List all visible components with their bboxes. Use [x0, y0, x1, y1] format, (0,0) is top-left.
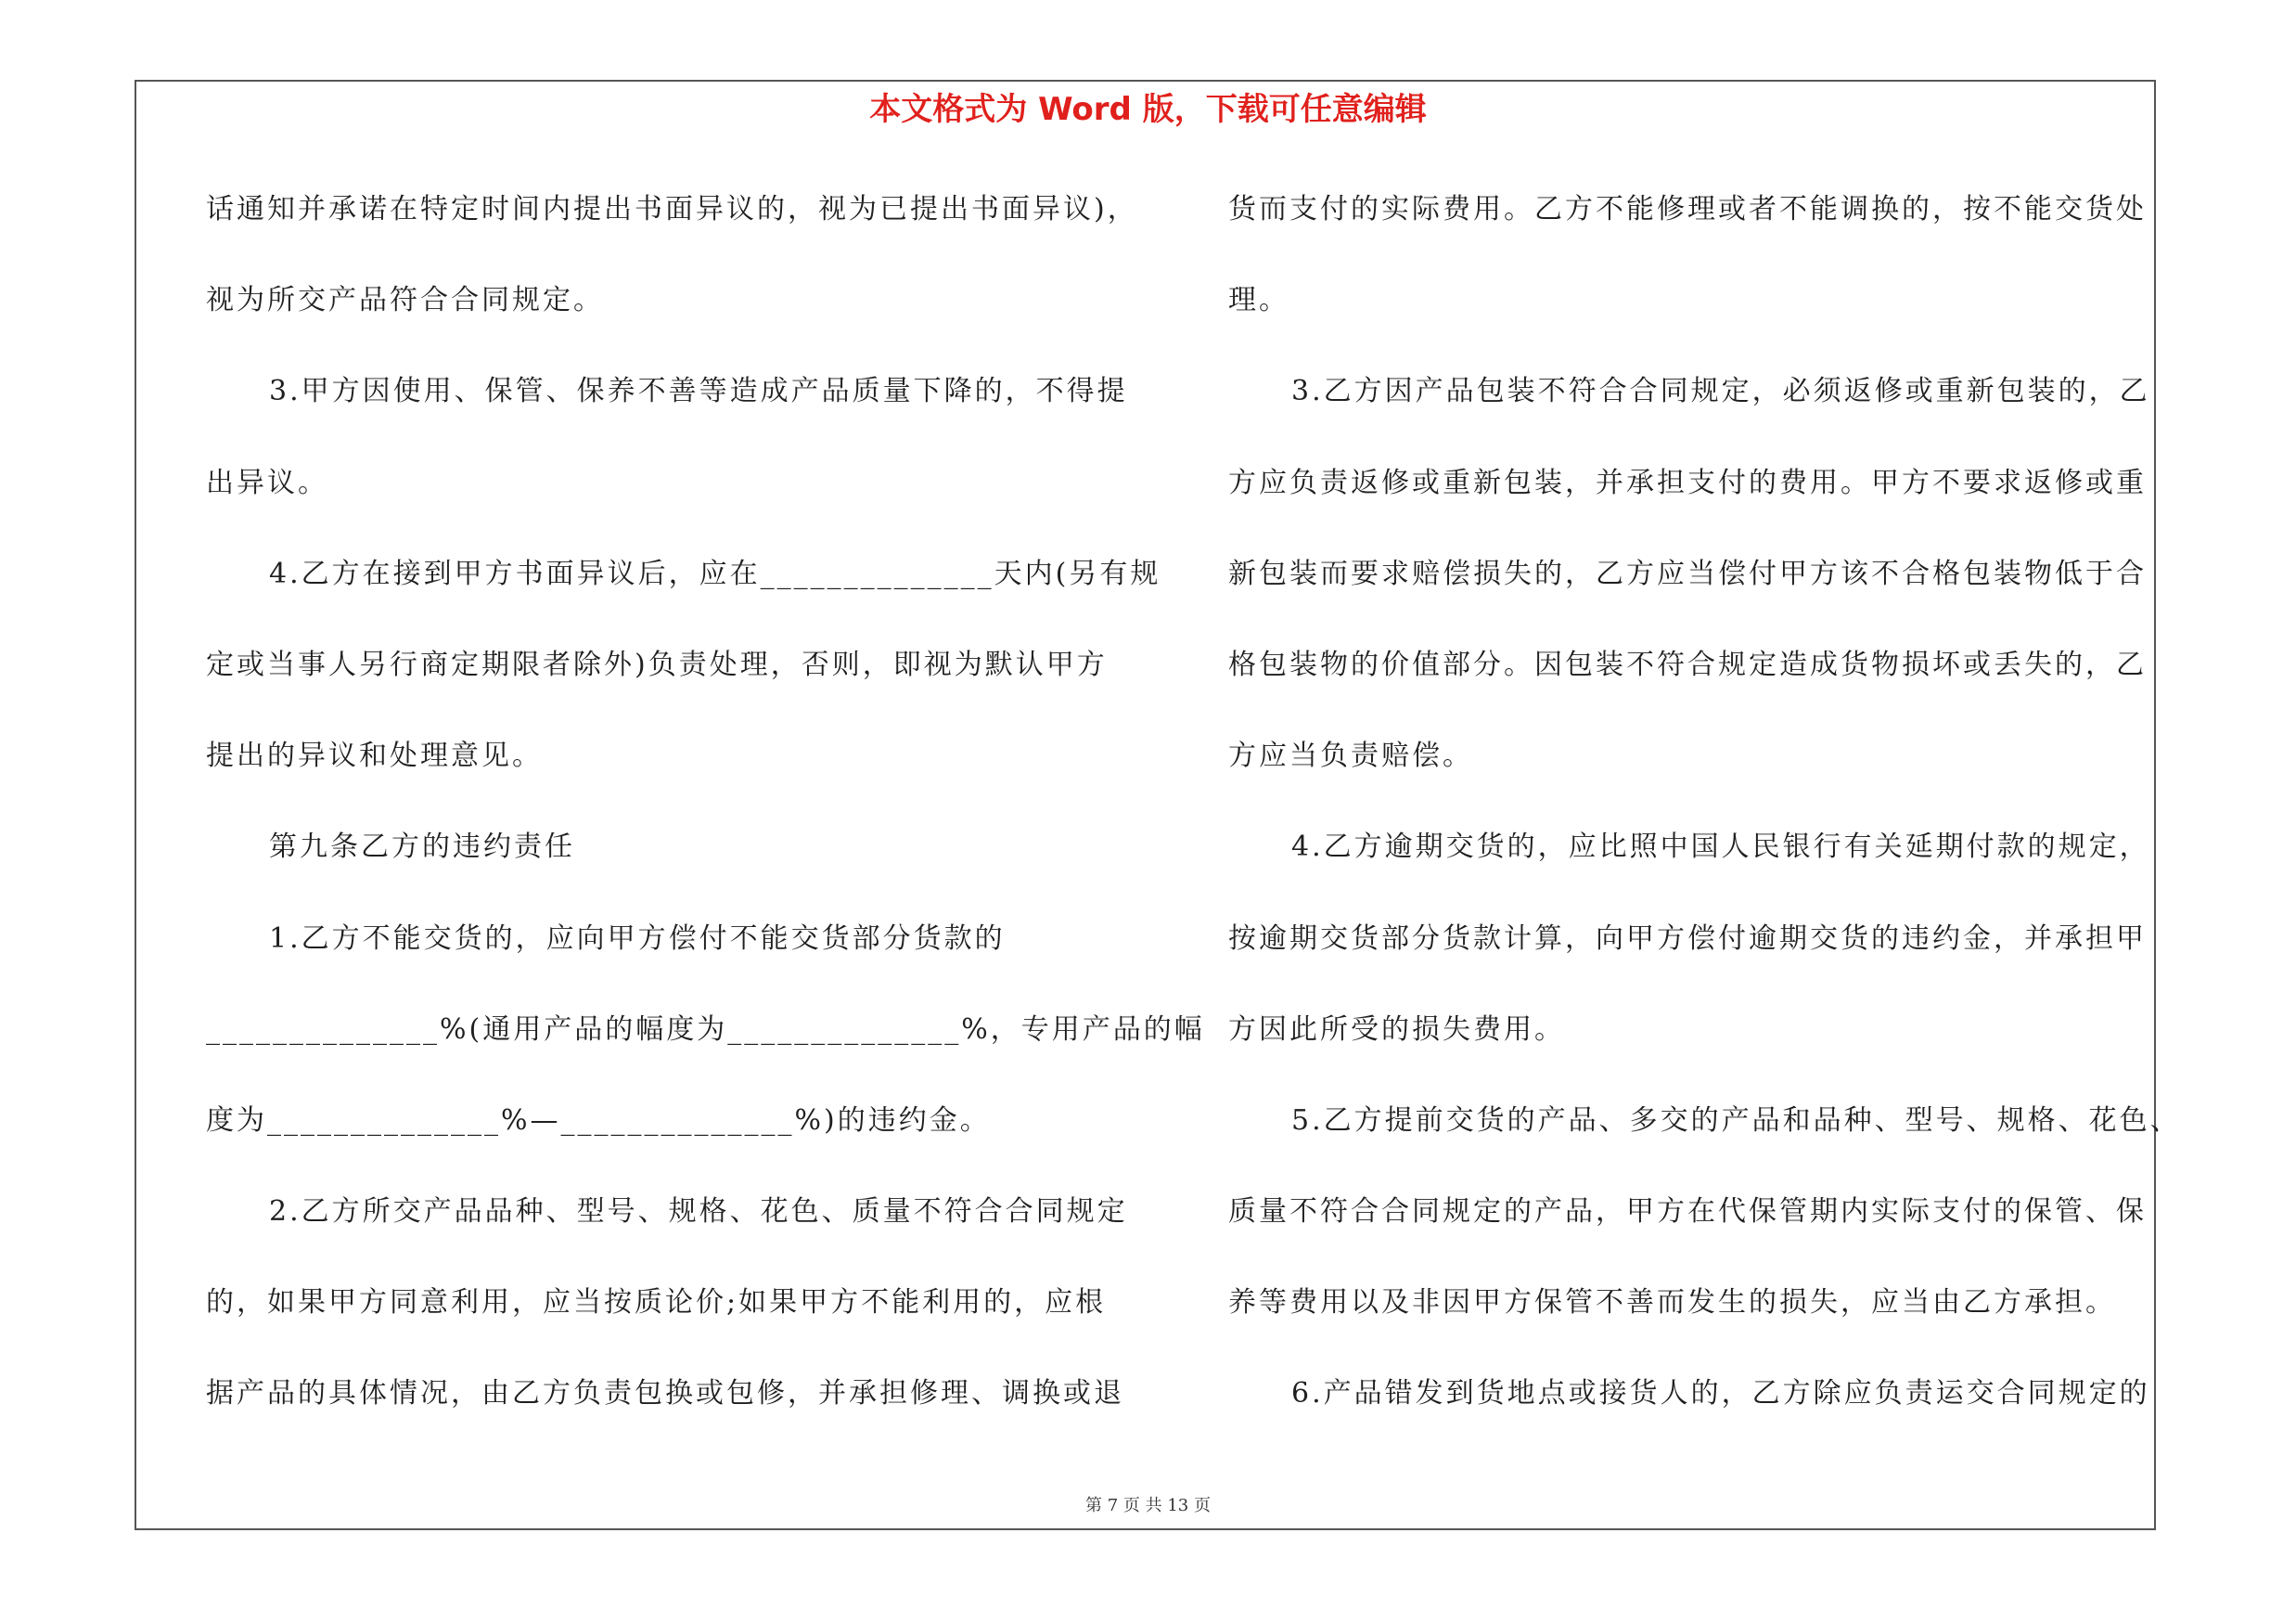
text-line: 度为______________%—______________%)的违约金。 [206, 1103, 991, 1137]
text-line: 3.甲方因使用、保管、保养不善等造成产品质量下降的，不得提 [269, 375, 1128, 408]
text-line: 定或当事人另行商定期限者除外)负责处理，否则，即视为默认甲方 [206, 648, 1108, 681]
text-line: ______________%(通用产品的幅度为______________%，专用产品的幅 [206, 1012, 1205, 1046]
text-line: 6.产品错发到货地点或接货人的，乙方除应负责运交合同规定的 [1291, 1377, 2150, 1410]
page-number: 第 7 页 共 13 页 [1085, 1496, 1211, 1515]
text-line: 视为所交产品符合合同规定。 [206, 284, 604, 317]
text-line: 1.乙方不能交货的，应向甲方偿付不能交货部分货款的 [269, 921, 1006, 955]
text-line: 质量不符合合同规定的产品，甲方在代保管期内实际支付的保管、保 [1228, 1195, 2147, 1229]
text-line: 方应当负责赔偿。 [1228, 740, 1473, 773]
text-line: 的，如果甲方同意利用，应当按质论价;如果甲方不能利用的，应根 [206, 1286, 1107, 1320]
text-line: 新包装而要求赔偿损失的，乙方应当偿付甲方该不合格包装物低于合 [1228, 557, 2147, 590]
right-column [1228, 182, 2181, 1458]
text-line: 4.乙方逾期交货的，应比照中国人民银行有关延期付款的规定， [1291, 831, 2150, 864]
text-line: 2.乙方所交产品品种、型号、规格、花色、质量不符合合同规定 [269, 1195, 1128, 1229]
text-line: 格包装物的价值部分。因包装不符合规定造成货物损坏或丢失的，乙 [1228, 648, 2147, 681]
text-line: 养等费用以及非因甲方保管不善而发生的损失，应当由乙方承担。 [1228, 1286, 2116, 1320]
text-line: 理。 [1228, 284, 1289, 317]
text-line: 4.乙方在接到甲方书面异议后，应在______________天内(另有规 [269, 557, 1161, 590]
section-heading: 第九条乙方的违约责任 [269, 831, 575, 864]
text-line: 据产品的具体情况，由乙方负责包换或包修，并承担修理、调换或退 [206, 1377, 1124, 1410]
text-line: 3.乙方因产品包装不符合合同规定，必须返修或重新包装的，乙 [1291, 375, 2150, 408]
text-line: 出异议。 [206, 466, 328, 499]
text-line: 话通知并承诺在特定时间内提出书面异议的，视为已提出书面异议)， [206, 193, 1138, 225]
left-column [206, 182, 1205, 1458]
text-line: 按逾期交货部分货款计算，向甲方偿付逾期交货的违约金，并承担甲 [1228, 921, 2147, 955]
header-banner: 本文格式为 Word 版，下载可任意编辑 [869, 91, 1427, 128]
text-line: 货而支付的实际费用。乙方不能修理或者不能调换的，按不能交货处 [1228, 193, 2147, 225]
text-line: 方应负责返修或重新包装，并承担支付的费用。甲方不要求返修或重 [1228, 466, 2147, 499]
text-line: 提出的异议和处理意见。 [206, 740, 543, 773]
text-line: 方因此所受的损失费用。 [1228, 1012, 1565, 1046]
text-line: 5.乙方提前交货的产品、多交的产品和品种、型号、规格、花色、 [1291, 1103, 2181, 1137]
